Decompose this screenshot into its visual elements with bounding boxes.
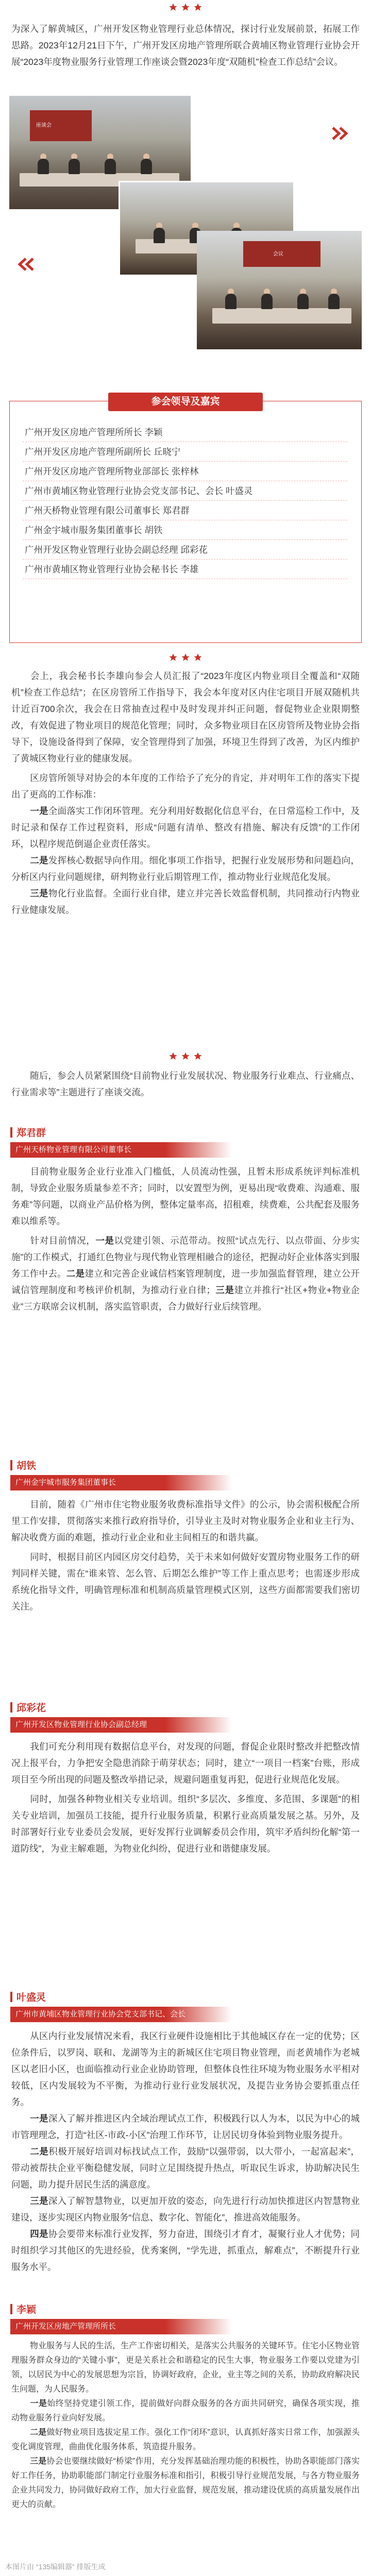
discussion-intro: 随后，参会人员紧紧围绕“目前物业行业发展状况、物业服务行业难点、行业痛点、行业需求等”主题进行了座谈交流。	[11, 1071, 360, 1097]
photo-banner-text: 会议	[273, 251, 283, 257]
speaker-5-remarks: 物业服务与人民的生活，生产工作密切相关，是落实公共服务的关键环节。住宅小区物业管理服务群众身边的“关键小事”，更是关系社会和谐稳定的民生大事，物业服务工作要以党建为引领，以居民为中心的发展思想为宗旨，协调好政府，企业，业主等之间的关系，协助政府解决民生问题，为人民服务。 一是始终坚持党建引领工作，提前做好向群众服务的各方面共同研究，确保各项实现，推动物业服务行业向好发展。 二是做好物业项目选拔定星工作。强化工作“闭环”意识，认真抓好落实日常工作，加强源头变化调度管理，曲曲优化服务体系，筑造提升服务。 三是协会也要继续做好“桥梁”作用，充分发挥基础治理功能的积极性，协助各职能部门落实好工作任务，协助职能部门制定行业服务标准和指引，积极引导行业规范发展，与各方物业服务企业共同发力，协同做好政府工作，加大行业监督，规范发展，推动建设优质的高质量发展作出更大的贡献。	[11, 2342, 360, 2509]
attendee-list	[23, 422, 347, 579]
speaker-header	[10, 1458, 232, 1490]
stars-divider-2	[0, 650, 371, 665]
star-icon	[181, 653, 190, 662]
chevron-left-icon	[15, 257, 36, 272]
speaker-name: 邱彩花	[16, 1703, 46, 1714]
summary-paragraph-2: 区房管所领导对协会的本年度的工作给予了充分的肯定，并对明年工作的落实下提出了更高的工作标准：	[11, 773, 360, 800]
speaker-name: 叶盛灵	[16, 1992, 46, 2003]
chevron-right-icon	[330, 126, 350, 141]
speaker-header	[10, 1700, 232, 1733]
stars-divider-3	[0, 1049, 371, 1063]
star-icon	[193, 1052, 203, 1061]
stars-divider-top	[0, 0, 371, 14]
summary-point-3: 三是物化行业监督。全面行业自律，建立并完善长效监督机制，共同推动行内物业行业健康发展。	[11, 888, 360, 915]
speaker-role: 广州开发区物业管理行业协会副总经理	[10, 1717, 232, 1733]
speaker-name: 胡铁	[16, 1461, 37, 1471]
speaker-role: 广州天桥物业管理有限公司董事长	[10, 1142, 232, 1158]
intro-paragraph: 为深入了解黄城区，广州开发区物业管理行业总体情况，探讨行业发展前景，拓展工作思路。2023年12月21日下午，广州开发区房地产管理所联合黄埔区物业管理行业协会开展“2023年度物业服务行业管理工作座谈会暨2023年度“双随机”检查工作总结”会议。	[11, 24, 360, 67]
summary-paragraph-1: 会上，我会秘书长李雄向参会人员汇报了“2023年度区内物业项目全覆盖和“双随机”检查工作总结”；在区房管所工作指导下，我会本年度对区内住宅项目开展双随机共计近百700余次，我会在日常抽查过程中及时发现并纠正问题，督促物业企业限期整改，有效促进了物业项目的规范化管理；同时，众多物业项目在区房管所及物业协会指导下，设施设备得到了保障，安全管理得到了加强，环境卫生得到了改善，为区内维护了黄城区物业行业的健康发展。	[11, 671, 360, 764]
star-icon	[193, 3, 203, 12]
photo-banner-text: 座谈会	[36, 123, 52, 128]
star-icon	[168, 3, 178, 12]
speaker-1-remarks: 目前物业服务企业行业准入门槛低，人员流动性强，且暂未形成系统评判标准机制，导致企业服务质量参差不齐；同时，以安置型为例，更易出现“收费难、沟通难、服务难”等问题，以商业产品价格为例，整体定量率高，招租难，续费难，公共配套及服务难以维系等。 针对目前情况，一是以党建引领、示范带动。按照“试点先行、以点带面、分步实施”的工作模式，打通红色物业与现代物业管理相融合的途径，把握动好企业体落实到服务工作中去。二是建立和完善企业诚信档案管理制度，进一步加强监督管理，建立公开诚信管理制度和考核评价机制，为推动行业自律；三是建立并推行“社区+物业+物业企业”三方联席会议机制，落实监管职责，合力做好行业后续管理。	[11, 1166, 360, 1312]
star-icon	[193, 653, 203, 662]
attendee-item: 广州市黄埔区物业管理行业协会秘书长 李雄	[23, 560, 347, 579]
speaker-role: 广州市黄埔区物业管理行业协会党支部书记、会长	[10, 2007, 232, 2022]
photo-collage	[0, 96, 371, 323]
attendee-item: 广州天桥物业管理有限公司董事长 郑君群	[23, 501, 347, 520]
attendee-item: 广州开发区房地产管理所物业部部长 张梓林	[23, 462, 347, 481]
star-icon	[168, 653, 178, 662]
speaker-4-remarks: 从区内行业发展情况来看，我区行业硬件设施相比于其他城区存在一定的优势；区位条件后，以罗岗、联和、龙湖等为主的新城区住宅项目物业管理，而老黄埔作为老城区以老旧小区，也面临推动行业企业协助管理，但整体良性往环境为物业服务水平相对较低，区内发展较为不平衡，为推动行业行业发展状况，及提告业务协会要抓重点任务。 一是深入了解并推进区内全域治理试点工作，积极践行以人为本，以民为中心的城市管理理念，打造“社区-市政-小区”治理工作环节，让居民切身体验到物业服务提升。 二是积极开展好培训对标找试点工作，鼓励“以强带弱，以大带小，一起富起来”，带动被帮扶企业平衡稳健发展，同时立足围绕提升热点，听取民生诉求，协助解决民生问题，助力提升居民生活的满意度。 三是深入了解智慧物业，以更加开放的姿态，向先进行行动加快推进区内智慧物业建设，逐步实现区内物业服务“信息、数字化、智能化”，推进高效能服务。 四是协会要带来标准行业发挥，努力奋进，围绕引才育才，凝聚行业人才优势；同时组织学习其他区的先进经验，优秀案例，“学先进，抓重点，解难点”，不断提升行业服务水平。	[11, 2031, 360, 2272]
speaker-2-remarks: 目前，随着《广州市住宅物业服务收费标准指导文件》的公示，协会需积极配合所里工作安排，贯彻落实来推行政府指导价，引导业主及时对物业服务企业和业主行为、解决收费方面的难题，推动行业企业和业主间相互的和谐共赢。 同时，根据目前区内园区房交付趋势，关于未来如何做好安置房物业服务工作的研判同样关键，需在“谁来管、怎么管、后期怎么维护”等工作上重点思考；也需逐步形成系统化指导文件，明确管理标准和机制高质量管理模式区别，这些方面都需要我们密切关注。	[11, 1499, 360, 1612]
speaker-name: 李颖	[16, 2304, 37, 2315]
attendee-item: 广州开发区房地产管理所所长 李颖	[23, 422, 347, 442]
speaker-3-remarks: 我们可充分利用现有数据信息平台，对发现的问题，督促企业限时整改并把整改情况上报平台，力争把安全隐患消除于萌芽状态；同时，建立“一项目一档案”台账，形成项目至今所出现的问题及整改举措记录，规避问题重复再犯，促进行业规范化发展。 同时，加强各种物业相关专业培训。组织“多层次、多维度、多范围、多课题”的相关专业培训，加强员工技能，提升行业服务质量，积累行业高质量发展之基。另外，及时部署好行业专业委员会发展，更好发挥行业调解委员会作用，筑牢矛盾纠纷化解“第一道防线”，为业主解难题，为物业化纠纷，促进行业和谐健康发展。	[11, 1741, 360, 1854]
attendee-title: 参会领导及嘉宾	[108, 393, 263, 411]
meeting-photo-3	[197, 231, 362, 349]
editor-caption: 本图片由 “135编辑器” 排版生成	[5, 2563, 106, 2571]
star-icon	[181, 1052, 190, 1061]
speaker-name: 郑君群	[16, 1128, 46, 1139]
attendee-item: 广州金宇城市服务集团董事长 胡铁	[23, 520, 347, 540]
attendee-item: 广州开发区房地产管理所副所长 丘晓宁	[23, 442, 347, 462]
summary-section	[0, 668, 371, 918]
speaker-header	[10, 1990, 232, 2022]
star-icon	[168, 1052, 178, 1061]
summary-point-1: 一是全面落实工作闭环管理。充分利用好数据化信息平台，在日常巡检工作中，及时记录和保存工作过程资料，形成“问题有清单、整改有措施、解决有反馈”的工作闭环，以程序规范倒逼企业责任落实。	[11, 806, 360, 849]
speaker-role: 广州开发区房地产管理所所长	[10, 2319, 232, 2334]
star-icon	[181, 3, 190, 12]
speaker-header	[10, 1125, 232, 1158]
attendee-item: 广州开发区物业管理行业协会副总经理 邱彩花	[23, 540, 347, 560]
speaker-role: 广州金宇城市服务集团董事长	[10, 1475, 232, 1490]
attendee-item: 广州市黄埔区物业管理行业协会党支部书记、会长 叶盛灵	[23, 481, 347, 501]
summary-point-2: 二是发挥核心数据导向作用。细化事项工作指导，把握行业发展形势和问题趋向，分析区内行业问题规律，研判物业行业后期管理工作，推动物业行业规范化发展。	[11, 855, 360, 882]
speaker-header	[10, 2302, 232, 2334]
